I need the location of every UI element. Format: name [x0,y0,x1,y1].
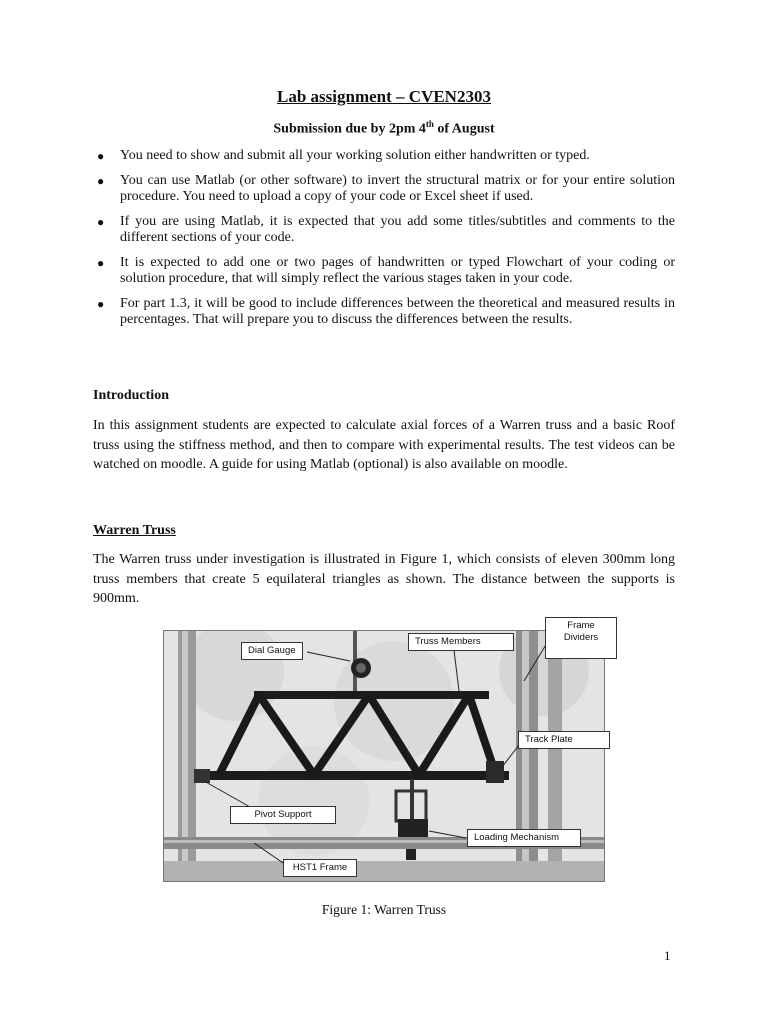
callout-loading-mechanism: Loading Mechanism [467,829,581,847]
bullet-icon: ● [97,215,105,229]
submission-due-sup: th [425,119,434,129]
page-number: 1 [664,948,671,963]
list-item [94,214,675,246]
bullet-icon: ● [97,149,105,163]
list-item-text: For part 1.3, it will be good to include differences between the theoretical and measured results in percentages. That will prepare you to discuss the differences between the results. [120,296,675,327]
callout-dial-gauge: Dial Gauge [241,642,303,660]
list-item-text: You need to show and submit all your working solution either handwritten or typed. [120,148,590,163]
submission-due-suffix: of August [433,121,495,137]
introduction-paragraph: In this assignment students are expected to calculate axial forces of a Warren truss and a basic Roof truss using the stiffness method, and then to compare with experimental results. The test videos can be watched on moodle. A guide for using Matlab (optional) is also available on moodle. [93,418,675,472]
introduction-heading: Introduction [93,388,169,403]
list-item [94,296,675,328]
callout-truss-members: Truss Members [408,633,514,651]
figure-caption: Figure 1: Warren Truss [321,902,447,917]
bullet-icon: ● [97,174,105,188]
warren-truss-heading: Warren Truss [93,523,176,538]
warren-truss-paragraph: The Warren truss under investigation is illustrated in Figure 1, which consists of eleven 300mm long truss members that create 5 equilateral triangles as shown. The distance between the supports is 900mm. [93,552,675,606]
instruction-list [94,148,675,337]
list-item-text: You can use Matlab (or other software) to invert the structural matrix or for your entire solution procedure. You need to upload a copy of your code or Excel sheet if used. [120,173,675,204]
callout-track-plate: Track Plate [518,731,610,749]
list-item-text: If you are using Matlab, it is expected that you add some titles/subtitles and comments to the different sections of your code. [120,214,675,245]
list-item [94,173,675,205]
bullet-icon: ● [97,256,105,270]
callout-pivot-support: Pivot Support [230,806,336,824]
list-item [94,255,675,287]
submission-due [0,119,768,138]
bullet-icon: ● [97,297,105,311]
callout-frame-dividers: Frame Dividers [545,617,617,659]
list-item [94,148,675,164]
submission-due-prefix: Submission due by 2pm 4 [273,121,426,137]
list-item-text: It is expected to add one or two pages of handwritten or typed Flowchart of your coding or solution procedure, that will simply reflect the various stages taken in your code. [120,255,675,286]
callout-hst1-frame: HST1 Frame [283,859,357,877]
page-title: Lab assignment – CVEN2303 [277,87,491,106]
